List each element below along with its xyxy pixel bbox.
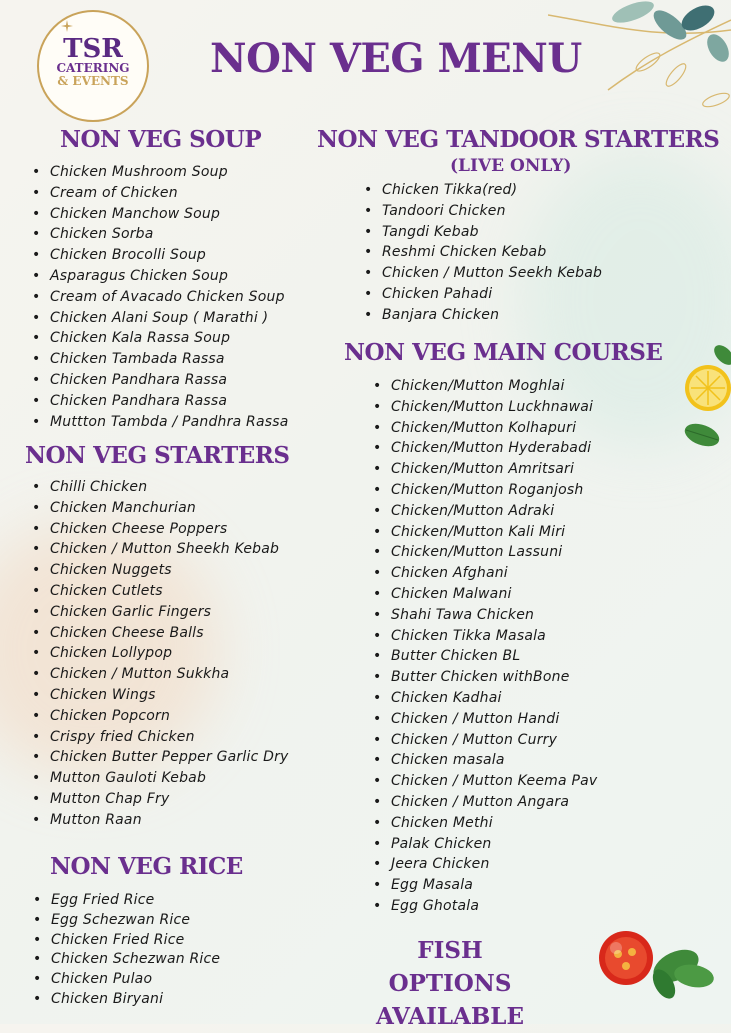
list-item: • Chicken Lollypop — [30, 643, 289, 664]
tandoor-subheading: (LIVE ONLY) — [450, 156, 572, 176]
list-item: • Asparagus Chicken Soup — [30, 266, 289, 287]
list-item: • Chicken / Mutton Sukkha — [30, 664, 289, 685]
list-item: • Chicken Manchurian — [30, 498, 289, 519]
list-item: • Chicken/Mutton Luckhnawai — [371, 397, 597, 418]
list-item: • Chicken Pulao — [31, 970, 220, 990]
list-item: • Chicken Butter Pepper Garlic Dry — [30, 747, 289, 768]
tandoor-heading: NON VEG TANDOOR STARTERS — [317, 126, 720, 153]
starters-list — [30, 477, 289, 831]
list-item: • Jeera Chicken — [371, 854, 597, 875]
page-title: NON VEG MENU — [210, 35, 582, 82]
logo — [37, 10, 149, 122]
list-item: • Chicken Cutlets — [30, 581, 289, 602]
list-item: • Chicken Nuggets — [30, 560, 289, 581]
list-item: • Chicken Brocolli Soup — [30, 245, 289, 266]
list-item: • Chicken / Mutton Seekh Kebab — [362, 263, 602, 284]
logo-line1: CATERING — [56, 61, 130, 75]
list-item: • Chicken Cheese Balls — [30, 623, 289, 644]
list-item: • Chicken Pandhara Rassa — [30, 370, 289, 391]
list-item: • Chicken/Mutton Moghlai — [371, 376, 597, 397]
list-item: • Mutton Raan — [30, 810, 289, 831]
main-course-heading: NON VEG MAIN COURSE — [344, 339, 663, 366]
list-item: • Chicken Alani Soup ( Marathi ) — [30, 308, 289, 329]
list-item: • Chicken Sorba — [30, 224, 289, 245]
list-item: • Chicken Tikka Masala — [371, 626, 597, 647]
main-course-list — [371, 376, 597, 917]
fish-line2: AVAILABLE — [376, 1003, 524, 1030]
list-item: • Mutton Chap Fry — [30, 789, 289, 810]
list-item: • Chicken / Mutton Angara — [371, 792, 597, 813]
list-item: • Chicken/Mutton Hyderabadi — [371, 438, 597, 459]
list-item: • Chicken Kala Rassa Soup — [30, 328, 289, 349]
list-item: • Palak Chicken — [371, 834, 597, 855]
list-item: • Chicken Wings — [30, 685, 289, 706]
list-item: • Chicken/Mutton Roganjosh — [371, 480, 597, 501]
list-item: • Mutton Gauloti Kebab — [30, 768, 289, 789]
list-item: • Shahi Tawa Chicken — [371, 605, 597, 626]
list-item: • Chicken Schezwan Rice — [31, 950, 220, 970]
list-item: • Reshmi Chicken Kebab — [362, 242, 602, 263]
tandoor-list — [362, 180, 602, 326]
list-item: • Chicken Mushroom Soup — [30, 162, 289, 183]
list-item: • Chicken Pahadi — [362, 284, 602, 305]
list-item: • Chicken / Mutton Handi — [371, 709, 597, 730]
list-item: • Crispy fried Chicken — [30, 727, 289, 748]
soup-list — [30, 162, 289, 432]
lemon-slice-icon — [683, 363, 731, 413]
list-item: • Chicken Manchow Soup — [30, 204, 289, 225]
list-item: • Chicken Fried Rice — [31, 931, 220, 951]
list-item: • Chicken/Mutton Lassuni — [371, 542, 597, 563]
list-item: • Cream of Avacado Chicken Soup — [30, 287, 289, 308]
fish-options-note — [352, 934, 548, 1033]
list-item: • Egg Masala — [371, 875, 597, 896]
list-item: • Chicken / Mutton Curry — [371, 730, 597, 751]
list-item: • Egg Schezwan Rice — [31, 911, 220, 931]
list-item: • Chilli Chicken — [30, 477, 289, 498]
list-item: • Chicken Afghani — [371, 563, 597, 584]
rice-list — [31, 891, 220, 1010]
list-item: • Chicken Malwani — [371, 584, 597, 605]
list-item: • Chicken Popcorn — [30, 706, 289, 727]
logo-brand: TSR — [63, 34, 123, 64]
fish-line1: FISH OPTIONS — [388, 937, 512, 997]
list-item: • Chicken Cheese Poppers — [30, 519, 289, 540]
list-item: • Butter Chicken withBone — [371, 667, 597, 688]
list-item: • Egg Fried Rice — [31, 891, 220, 911]
tomato-icon — [596, 922, 720, 1004]
sparkle-icon — [61, 20, 73, 32]
list-item: • Tandoori Chicken — [362, 201, 602, 222]
list-item: • Butter Chicken BL — [371, 646, 597, 667]
list-item: • Chicken Methi — [371, 813, 597, 834]
list-item: • Cream of Chicken — [30, 183, 289, 204]
list-item: • Egg Ghotala — [371, 896, 597, 917]
list-item: • Banjara Chicken — [362, 305, 602, 326]
list-item: • Chicken/Mutton Kali Miri — [371, 522, 597, 543]
basil-leaf-icon — [680, 418, 724, 452]
list-item: • Tangdi Kebab — [362, 222, 602, 243]
list-item: • Chicken / Mutton Sheekh Kebab — [30, 539, 289, 560]
logo-line2: & EVENTS — [57, 74, 129, 88]
list-item: • Chicken / Mutton Keema Pav — [371, 771, 597, 792]
list-item: • Chicken/Mutton Kolhapuri — [371, 418, 597, 439]
list-item: • Chicken/Mutton Adraki — [371, 501, 597, 522]
list-item: • Chicken masala — [371, 750, 597, 771]
rice-heading: NON VEG RICE — [50, 853, 243, 880]
list-item: • Chicken Tikka(red) — [362, 180, 602, 201]
starters-heading: NON VEG STARTERS — [25, 442, 290, 469]
list-item: • Chicken/Mutton Amritsari — [371, 459, 597, 480]
list-item: • Chicken Biryani — [31, 990, 220, 1010]
list-item: • Chicken Pandhara Rassa — [30, 391, 289, 412]
list-item: • Chicken Kadhai — [371, 688, 597, 709]
soup-heading: NON VEG SOUP — [60, 126, 262, 153]
list-item: • Muttton Tambda / Pandhra Rassa — [30, 412, 289, 433]
list-item: • Chicken Tambada Rassa — [30, 349, 289, 370]
list-item: • Chicken Garlic Fingers — [30, 602, 289, 623]
